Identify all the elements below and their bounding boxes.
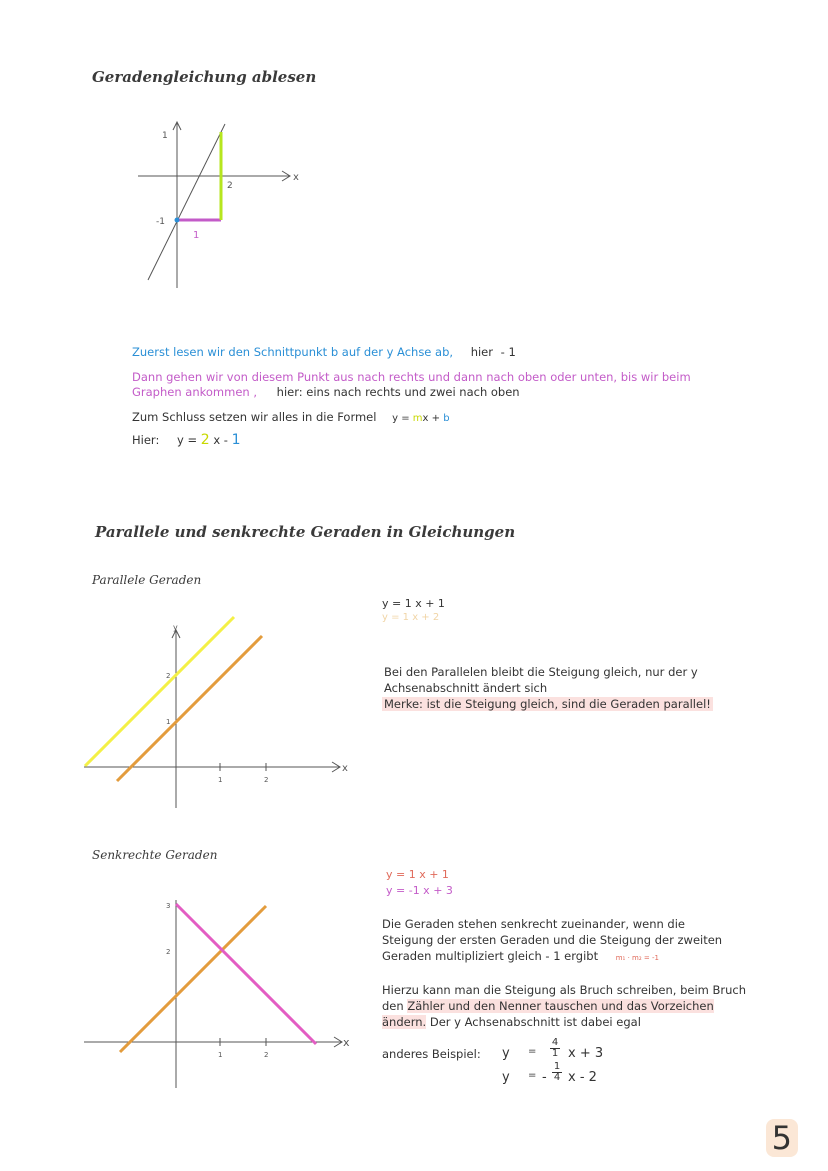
perpendicular-eq-1: y = 1 x + 1 (386, 868, 449, 881)
graph-line (148, 124, 225, 280)
perpendicular-text-6a: ändern. (382, 1015, 427, 1029)
y-tick-label-2: 2 (166, 948, 171, 956)
explanation-text-1: Zuerst lesen wir den Schnittpunkt b auf der y Achse ab, (132, 345, 454, 359)
perpendicular-text-5b: Zähler und den Nenner tauschen und das Vorzeichen (407, 999, 714, 1013)
explanation-line-4 (132, 410, 450, 424)
parallel-eq-2: y = 1 x + 2 (382, 612, 440, 623)
rise-label: 2 (227, 181, 233, 191)
x-axis-label: x (293, 172, 299, 183)
perpendicular-text-6 (382, 1015, 641, 1029)
intercept-point (175, 218, 180, 223)
example-label: anderes Beispiel: (382, 1047, 481, 1061)
y-tick-label-neg1: -1 (156, 217, 165, 227)
parallel-eq-1: y = 1 x + 1 (382, 597, 445, 610)
y-tick-label-1: 1 (166, 718, 171, 726)
section2-title: Parallele und senkrechte Geraden in Gleichungen (95, 523, 516, 541)
ex1-denominator: 1 (551, 1048, 559, 1059)
perpendicular-text-4: Hierzu kann man die Steigung als Bruch schreiben, beim Bruch (382, 983, 747, 997)
intercept-value: - 1 (500, 345, 516, 359)
explanation-line-3 (132, 385, 520, 399)
x-tick-label-2: 2 (264, 776, 269, 784)
hier-label-3: Hier: (132, 433, 160, 447)
y-tick-label-3: 3 (166, 902, 171, 910)
parallel-subtitle: Parallele Geraden (92, 573, 202, 587)
x-axis-label: x (343, 1036, 350, 1049)
x-tick-label-1: 1 (218, 1051, 223, 1059)
ex2-sign: - (542, 1070, 547, 1085)
perpendicular-text-3a: Geraden multipliziert gleich - 1 ergibt (382, 949, 599, 963)
ex2-numerator: 1 (553, 1061, 561, 1072)
parallel-text-1: Bei den Parallelen bleibt die Steigung gleich, nur der y (384, 665, 698, 679)
result-y: y = (176, 433, 198, 447)
x-tick-label-1: 1 (218, 776, 223, 784)
y-tick-label-2: 2 (166, 672, 171, 680)
perpendicular-subtitle: Senkrechte Geraden (92, 848, 218, 862)
graph-parallel (80, 610, 360, 815)
explanation-line-2: Dann gehen wir von diesem Punkt aus nach rechts und dann nach oben oder unten, bis wir beim (132, 370, 691, 384)
parallel-merke: Merke: ist die Steigung gleich, sind die Geraden parallel! (384, 697, 711, 711)
y-tick-label-1: 1 (162, 131, 168, 141)
explanation-line-1 (132, 345, 516, 359)
parallel-line-2 (117, 636, 262, 781)
graph-reading-line (130, 110, 310, 295)
y-axis-label: y (173, 623, 178, 632)
parallel-text-2: Achsenabschnitt ändert sich (384, 681, 548, 695)
explanation-text-3: Graphen ankommen , (132, 385, 257, 399)
perpendicular-text-1: Die Geraden stehen senkrecht zueinander, wenn die (382, 917, 686, 931)
ex2-rest: x - 2 (568, 1070, 597, 1085)
line-positive-slope (120, 906, 266, 1052)
explanation-line-5 (132, 432, 241, 448)
result-b: 1 (231, 432, 241, 448)
perpendicular-text-5a: den (382, 999, 404, 1013)
formula-x: x + (422, 413, 440, 424)
perpendicular-text-5 (382, 999, 714, 1013)
ex2-denominator: 4 (553, 1072, 561, 1083)
ex1-fraction (550, 1038, 560, 1059)
result-formula (177, 433, 241, 447)
ex1-eq: = (528, 1046, 537, 1057)
perpendicular-text-3 (382, 949, 659, 963)
parallel-line-1 (85, 617, 234, 766)
perpendicular-text-6b: Der y Achsenabschnitt ist dabei egal (429, 1015, 641, 1029)
ex2-y: y (502, 1070, 510, 1085)
x-tick-label-2: 2 (264, 1051, 269, 1059)
result-x: x - (213, 433, 228, 447)
ex1-numerator: 4 (551, 1037, 559, 1048)
hier-label-1: hier (470, 345, 493, 359)
page-number: 5 (766, 1119, 798, 1157)
slope-product-formula: m₁ · m₂ = -1 (615, 954, 659, 962)
ex1-rest: x + 3 (568, 1046, 604, 1061)
ex2-eq: = (528, 1070, 537, 1081)
ex1-y: y (502, 1046, 510, 1061)
ex2-fraction (552, 1062, 562, 1083)
result-m: 2 (200, 432, 210, 448)
perpendicular-eq-2: y = -1 x + 3 (386, 884, 453, 897)
hier-label-2: hier: eins nach rechts und zwei nach oben (276, 385, 520, 399)
run-label: 1 (193, 230, 200, 241)
section1-title: Geradengleichung ablesen (92, 68, 317, 86)
formula-y: y = (392, 413, 410, 424)
explanation-text-4: Zum Schluss setzen wir alles in die Formel (132, 410, 377, 424)
formula (392, 413, 449, 424)
formula-b: b (443, 413, 450, 424)
perpendicular-text-2: Steigung der ersten Geraden und die Steigung der zweiten (382, 933, 723, 947)
formula-m: m (412, 413, 423, 424)
x-axis-label: x (342, 763, 348, 774)
graph-perpendicular (80, 892, 360, 1092)
